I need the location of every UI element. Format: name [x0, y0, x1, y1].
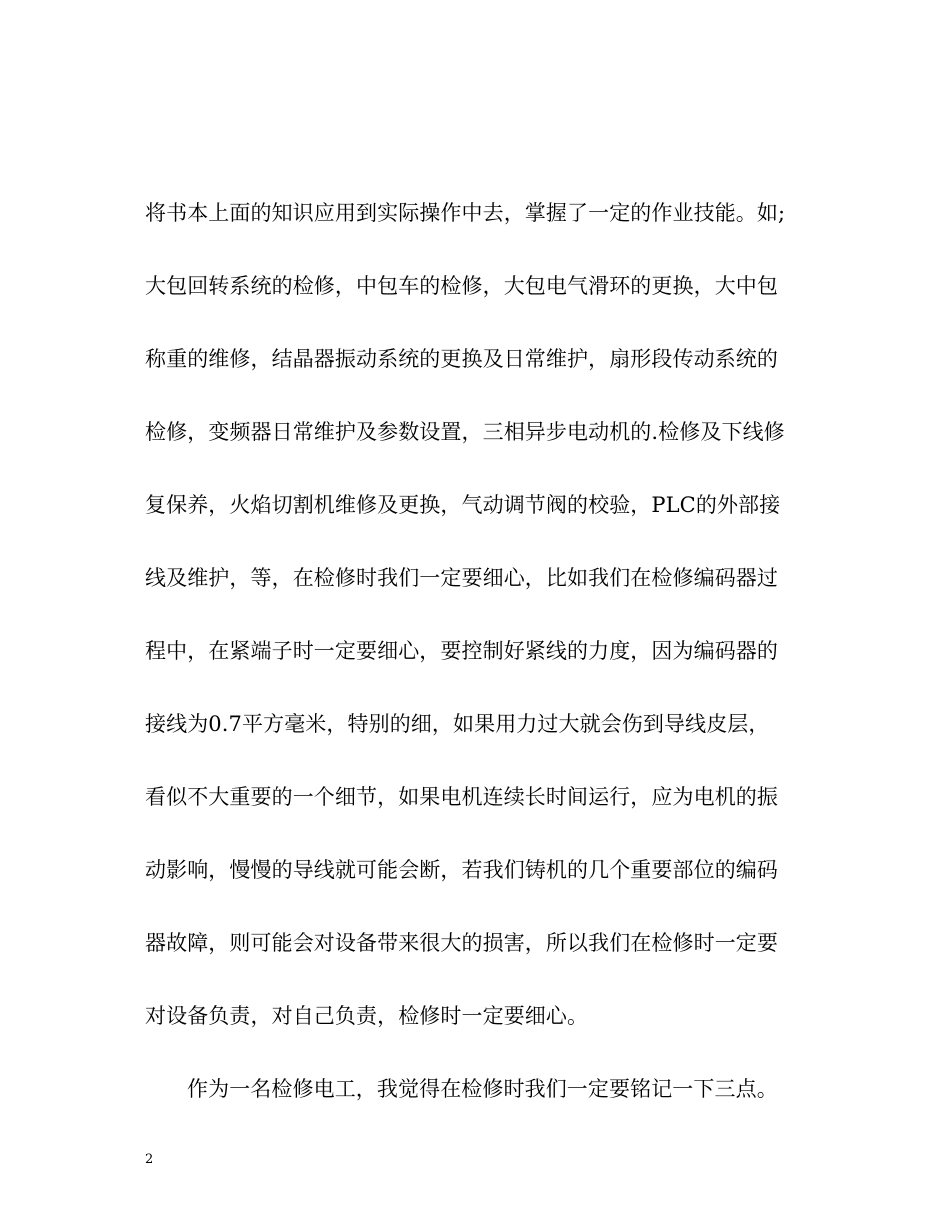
paragraph-first-line: 作为一名检修电工，我觉得在检修时我们一定要铭记一下三点。 [187, 1077, 778, 1101]
text-line: 接线为0.7平方毫米，特别的细，如果用力过大就会伤到导线皮层， [145, 712, 770, 736]
text-line: 对设备负责，对自己负责，检修时一定要细心。 [145, 1004, 589, 1028]
text-line: 将书本上面的知识应用到实际操作中去，掌握了一定的作业技能。如; [145, 201, 786, 225]
text-line: 称重的维修，结晶器振动系统的更换及日常维护，扇形段传动系统的 [145, 347, 778, 371]
text-line: 复保养，火焰切割机维修及更换，气动调节阀的校验，PLC的外部接 [145, 493, 781, 517]
text-line: 大包回转系统的检修，中包车的检修，大包电气滑环的更换，大中包 [145, 274, 778, 298]
page-number: 2 [145, 1152, 154, 1167]
text-line: 看似不大重要的一个细节，如果电机连续长时间运行，应为电机的振 [145, 785, 778, 809]
text-line: 线及维护，等，在检修时我们一定要细心，比如我们在检修编码器过 [145, 566, 778, 590]
text-line: 动影响，慢慢的导线就可能会断，若我们铸机的几个重要部位的编码 [145, 858, 778, 882]
text-line: 检修，变频器日常维护及参数设置，三相异步电动机的.检修及下线修 [145, 420, 785, 444]
text-line: 程中，在紧端子时一定要细心，要控制好紧线的力度，因为编码器的 [145, 639, 778, 663]
text-line: 器故障，则可能会对设备带来很大的损害，所以我们在检修时一定要 [145, 931, 778, 955]
body-text [145, 198, 805, 1147]
